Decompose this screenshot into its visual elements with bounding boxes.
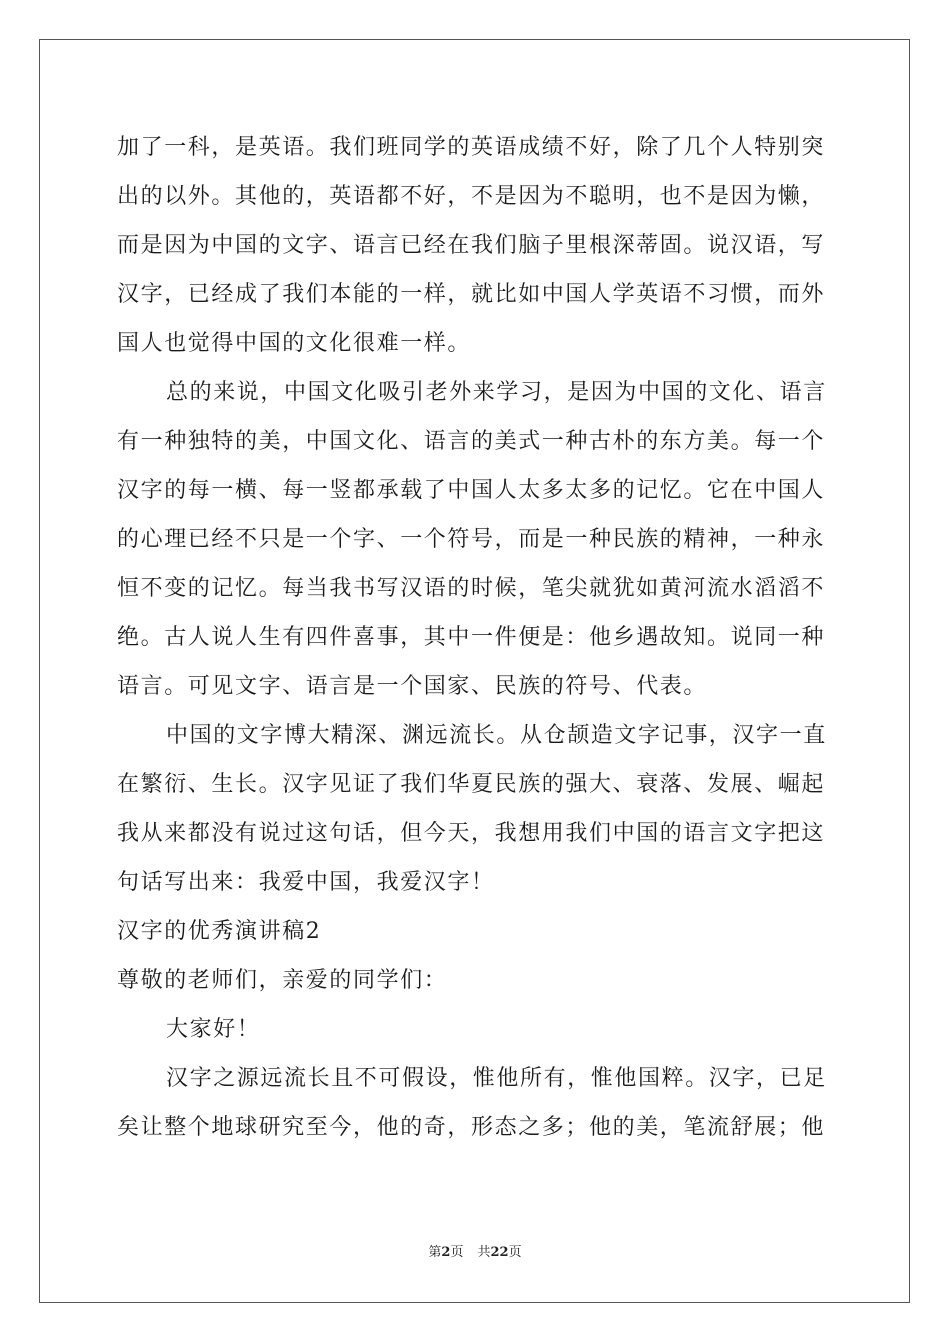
paragraph-start-line: 中国的文字博大精深、渊远流长。从仓颉造文字记事，汉字一直 [166,723,827,748]
text-line: 在繁衍、生长。汉字见证了我们华夏民族的强大、衰落、发展、崛起 [117,772,826,797]
salutation: 尊敬的老师们，亲爱的同学们： [117,968,448,993]
text-line: 汉字，已经成了我们本能的一样，就比如中国人学英语不习惯，而外 [117,282,826,307]
total-suffix: 页 [508,1245,522,1260]
text-line: 语言。可见文字、语言是一个国家、民族的符号、代表。 [117,674,708,699]
total-prefix: 共 [477,1245,491,1260]
text-line: 我从来都没有说过这句话，但今天，我想用我们中国的语言文字把这 [117,821,826,846]
greeting: 大家好！ [166,1017,261,1042]
text-line: 矣让整个地球研究至今，他的奇，形态之多；他的美，笔流舒展；他 [117,1115,826,1140]
text-line: 句话写出来：我爱中国，我爱汉字！ [117,870,495,895]
text-line: 绝。古人说人生有四件喜事，其中一件便是：他乡遇故知。说同一种 [117,625,826,650]
text-line: 而是因为中国的文字、语言已经在我们脑子里根深蒂固。说汉语，写 [117,233,826,258]
section-title: 汉字的优秀演讲稿2 [117,919,322,944]
text-line: 汉字的每一横、每一竖都承载了中国人太多太多的记忆。它在中国人 [117,478,826,503]
text-line: 国人也觉得中国的文化很难一样。 [117,331,472,356]
page-prefix: 第 [428,1245,442,1260]
page-footer [0,1243,950,1263]
text-line: 加了一科，是英语。我们班同学的英语成绩不好，除了几个人特别突 [117,135,826,160]
text-line: 有一种独特的美，中国文化、语言的美式一种古朴的东方美。每一个 [117,429,826,454]
paragraph-start-line: 总的来说，中国文化吸引老外来学习，是因为中国的文化、语言 [166,380,827,405]
text-line: 的心理已经不只是一个字、一个符号，而是一种民族的精神，一种永 [117,527,826,552]
text-line: 出的以外。其他的，英语都不好，不是因为不聪明，也不是因为懒， [117,184,826,209]
paragraph-start-line: 汉字之源远流长且不可假设，惟他所有，惟他国粹。汉字，已足 [166,1066,827,1091]
page-suffix: 页 [450,1245,464,1260]
text-line: 恒不变的记忆。每当我书写汉语的时候，笔尖就犹如黄河流水滔滔不 [117,576,826,601]
total-pages: 22 [490,1245,509,1260]
page-number: 2 [441,1245,451,1260]
